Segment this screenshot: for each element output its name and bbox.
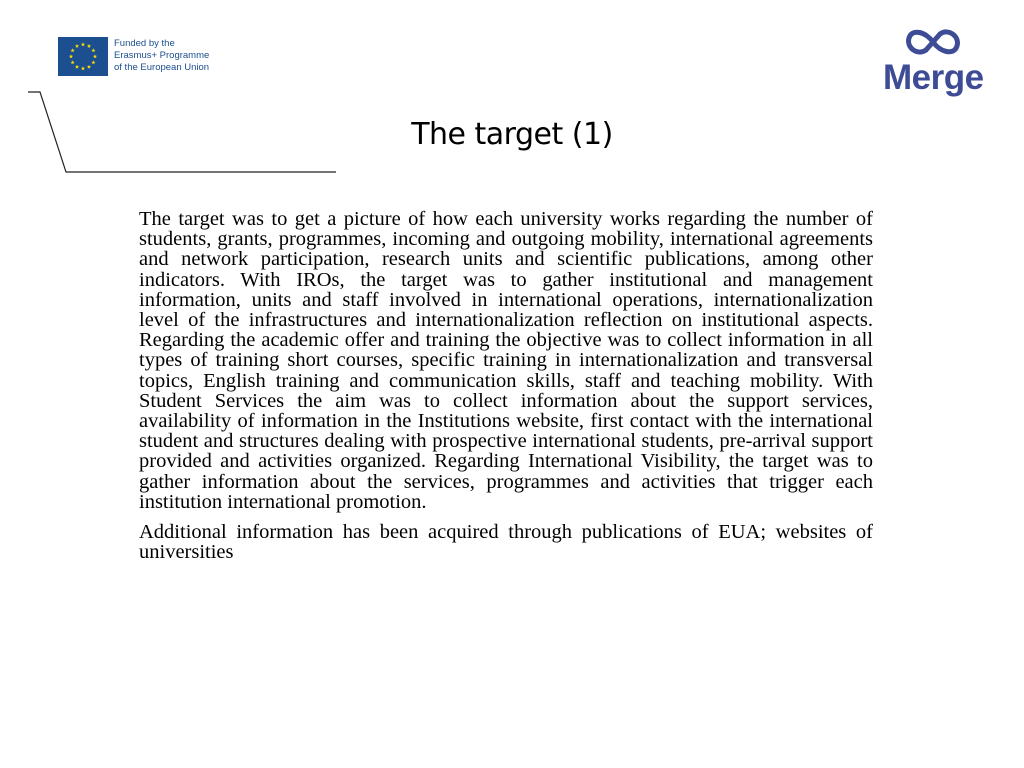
slide-title: The target (1)	[411, 117, 613, 152]
merge-logo	[880, 24, 990, 99]
infinity-icon	[904, 24, 962, 60]
eu-text-line: Erasmus+ Programme	[114, 50, 210, 61]
slide-body	[139, 209, 873, 562]
eu-flag-icon	[58, 37, 108, 76]
eu-text-line: Funded by the	[114, 38, 175, 49]
eu-text-line: of the European Union	[114, 62, 210, 73]
eu-funding-badge	[58, 37, 209, 76]
body-paragraph: Additional information has been acquired through publications of EUA; websites of universities	[139, 521, 873, 564]
brand-name: Merge	[883, 58, 984, 97]
eu-funding-text	[114, 37, 209, 74]
body-paragraph: The target was to get a picture of how each university works regarding the number of students, grants, programmes, incoming and outgoing mobility, international agreements and network participation, research units and scientific publications, among other indicators. With IROs, the target was to gather institutional and management information, units and staff involved in international operations, internationalization level of the infrastructures and internationalization reflection on institutional aspects. Regarding the academic offer and training the objective was to collect information in all types of training short courses, specific training in internationalization and transversal topics, English training and communication skills, staff and teaching mobility. With Student Services the aim was to collect information about the support services, availability of information in the Institutions website, first contact with the international student and structures dealing with prospective international students, pre-arrival support provided and activities organized. Regarding International Visibility, the target was to gather information about the services, programmes and activities that trigger each institution international promotion.	[139, 208, 873, 513]
